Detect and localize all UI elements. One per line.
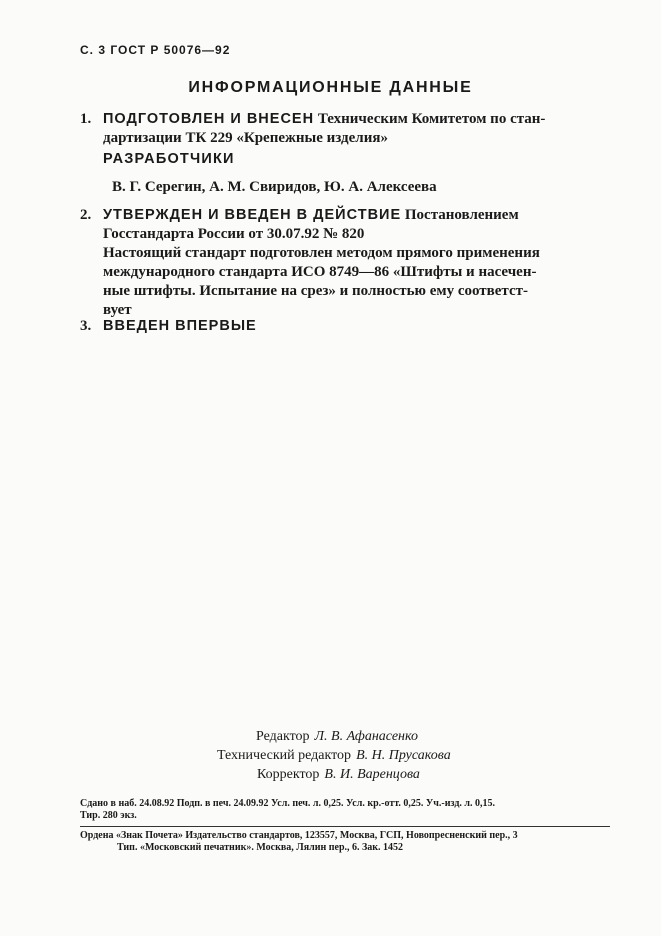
info-item-2: [80, 206, 625, 320]
developers-names: В. Г. Серегин, А. М. Свиридов, Ю. А. Алексеева: [112, 179, 437, 195]
imprint-block: [80, 798, 625, 822]
imprint-line-2: Тир. 280 экз.: [80, 810, 137, 821]
publisher-line-2: Тип. «Московский печатник». Москва, Лялин пер., 6. Зак. 1452: [117, 842, 404, 853]
editor-name: Л. В. Афанасенко: [314, 729, 418, 744]
page-header: С. 3 ГОСТ Р 50076—92: [80, 43, 231, 57]
item-number: 1.: [80, 111, 92, 127]
editor-label: Редактор: [256, 729, 310, 744]
item-text: ные штифты. Испытание на срез» и полностью ему соответст-: [103, 283, 528, 299]
document-title: ИНФОРМАЦИОННЫЕ ДАННЫЕ: [188, 79, 473, 96]
corrector-row: [257, 765, 661, 784]
corrector-name: В. И. Варенцова: [324, 767, 420, 782]
item-text: дартизации ТК 229 «Крепежные изделия»: [103, 130, 388, 146]
item-text: Постановлением: [401, 207, 519, 223]
item-lead: ВВЕДЕН ВПЕРВЫЕ: [103, 318, 257, 334]
tech-editor-label: Технический редактор: [217, 748, 352, 763]
developers-heading: РАЗРАБОТЧИКИ: [103, 151, 235, 167]
item-text: вует: [103, 302, 132, 318]
publisher-line-1: Ордена «Знак Почета» Издательство стандартов, 123557, Москва, ГСП, Новопресненский пер., 3: [80, 830, 518, 841]
tech-editor-row: [217, 746, 661, 765]
tech-editor-name: В. Н. Прусакова: [356, 748, 451, 763]
divider: [80, 826, 610, 827]
publisher-block: [80, 830, 625, 854]
info-item-3: [80, 317, 625, 336]
item-text: международного стандарта ИСО 8749—86 «Штифты и насечен-: [103, 264, 537, 280]
imprint-line-1: Сдано в наб. 24.08.92 Подп. в печ. 24.09.92 Усл. печ. л. 0,25. Усл. кр.-отт. 0,25. Уч.-изд. л. 0,15.: [80, 798, 495, 809]
item-text: Настоящий стандарт подготовлен методом прямого применения: [103, 245, 540, 261]
credits-block: [0, 727, 661, 784]
item-lead: УТВЕРЖДЕН И ВВЕДЕН В ДЕЙСТВИЕ: [103, 207, 402, 223]
editor-row: [256, 727, 661, 746]
item-number: 2.: [80, 207, 92, 223]
item-lead: ПОДГОТОВЛЕН И ВНЕСЕН: [103, 111, 315, 127]
info-item-1: [80, 110, 625, 148]
item-number: 3.: [80, 318, 92, 334]
item-text: Госстандарта России от 30.07.92 № 820: [103, 226, 365, 242]
corrector-label: Корректор: [257, 767, 320, 782]
item-text: Техническим Комитетом по стан-: [314, 111, 546, 127]
